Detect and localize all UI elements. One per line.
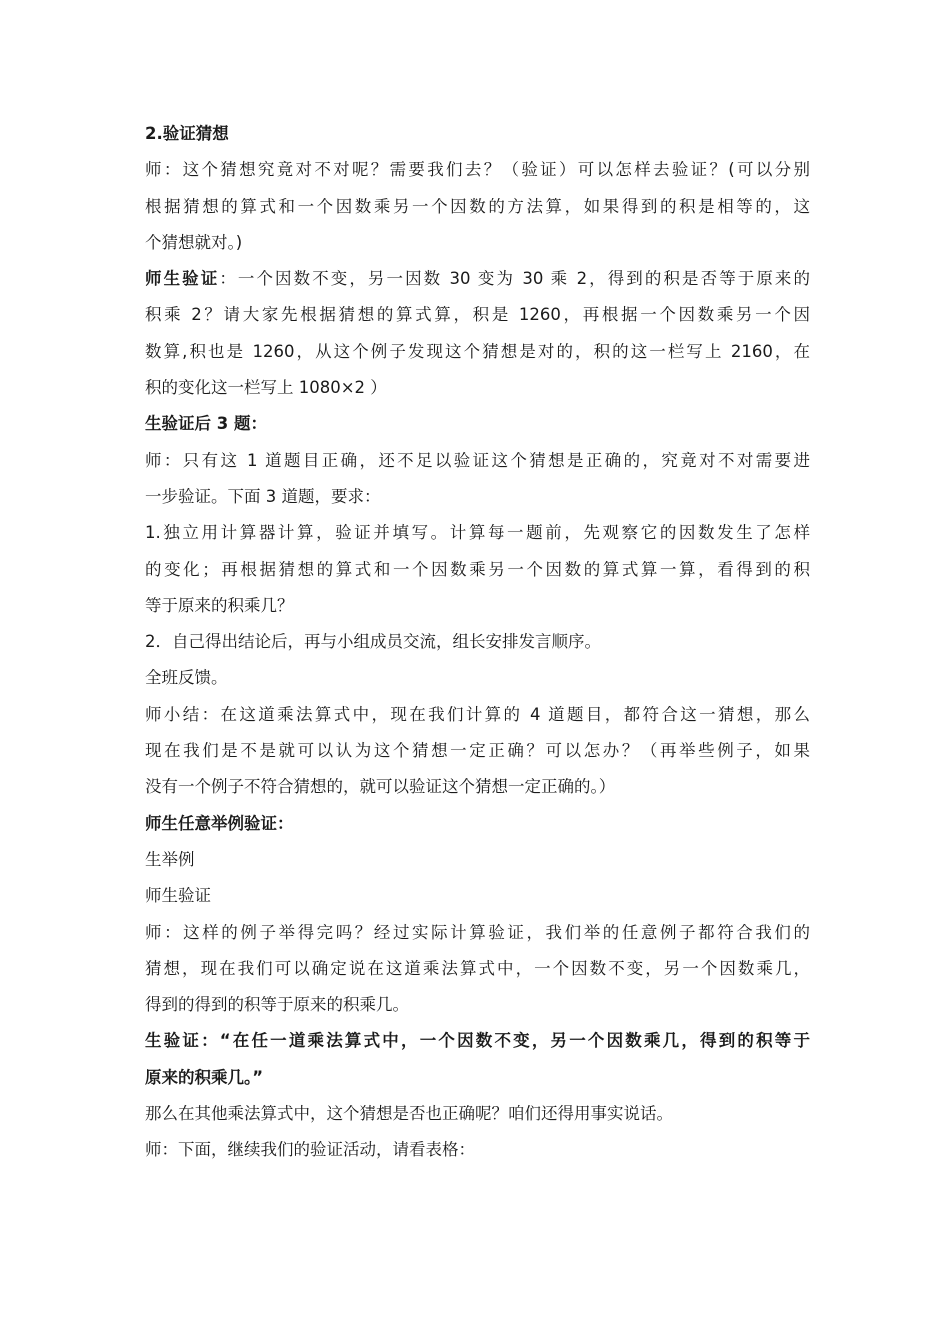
paragraph-line: 师：这样的例子举得完吗？经过实际计算验证，我们举的任意例子都符合我们的 [145,922,810,942]
paragraph-line: 积的变化这一栏写上 1080×2 ） [145,378,387,398]
bold-heading: 生验证后 3 题： [145,414,267,434]
paragraph-line: 根据猜想的算式和一个因数乘另一个因数的方法算，如果得到的积是相等的，这 [145,196,810,216]
paragraph-line: 积乘 2？请大家先根据猜想的算式算，积是 1260，再根据一个因数乘另一个因 [145,305,810,325]
paragraph-line: 1.独立用计算器计算，验证并填写。计算每一题前，先观察它的因数发生了怎样 [145,523,810,543]
paragraph-line: 那么在其他乘法算式中，这个猜想是否也正确呢？咱们还得用事实说话。 [145,1104,673,1124]
paragraph-line: 全班反馈。 [145,668,228,688]
paragraph-line: 没有一个例子不符合猜想的，就可以验证这个猜想一定正确的。） [145,777,616,797]
paragraph-line: 得到的得到的积等于原来的积乘几。 [145,995,409,1015]
paragraph-line: 师：这个猜想究竟对不对呢？需要我们去？（验证）可以怎样去验证？(可以分别 [145,160,810,180]
paragraph-line: 一步验证。下面 3 道题，要求： [145,486,381,506]
paragraph-line: 猜想，现在我们可以确定说在这道乘法算式中，一个因数不变，另一个因数乘几， [145,958,810,978]
bold-heading: 师生任意举例验证： [145,813,294,833]
inline-text: ：一个因数不变，另一因数 30 变为 30 乘 2，得到的积是否等于原来的 [219,269,810,289]
inline-bold-label: 师生验证 [145,269,220,289]
section-heading: 2.验证猜想 [145,124,229,143]
paragraph-line: 的变化；再根据猜想的算式和一个因数乘另一个因数的算式算一算，看得到的积 [145,559,810,579]
paragraph-line [145,261,810,297]
paragraph-line: 师小结：在这道乘法算式中，现在我们计算的 4 道题目，都符合这一猜想，那么 [145,704,810,724]
paragraph-line: 师：下面，继续我们的验证活动，请看表格： [145,1140,475,1160]
paragraph-line: 师生验证 [145,886,211,906]
paragraph-line: 师：只有这 1 道题目正确，还不足以验证这个猜想是正确的，究竟对不对需要进 [145,450,810,470]
document-page [145,116,810,1169]
paragraph-line: 生举例 [145,849,195,869]
paragraph-line: 等于原来的积乘几？ [145,595,294,615]
paragraph-line: 2．自己得出结论后，再与小组成员交流，组长安排发言顺序。 [145,632,601,652]
paragraph-line: 个猜想就对。) [145,232,243,252]
paragraph-line: 现在我们是不是就可以认为这个猜想一定正确？可以怎办？（再举些例子，如果 [145,741,810,761]
bold-conclusion-line: 原来的积乘几。” [145,1067,264,1087]
bold-conclusion-line: 生验证：“在任一道乘法算式中，一个因数不变，另一个因数乘几，得到的积等于 [145,1031,810,1051]
paragraph-line: 数算,积也是 1260，从这个例子发现这个猜想是对的，积的这一栏写上 2160，在 [145,341,810,361]
